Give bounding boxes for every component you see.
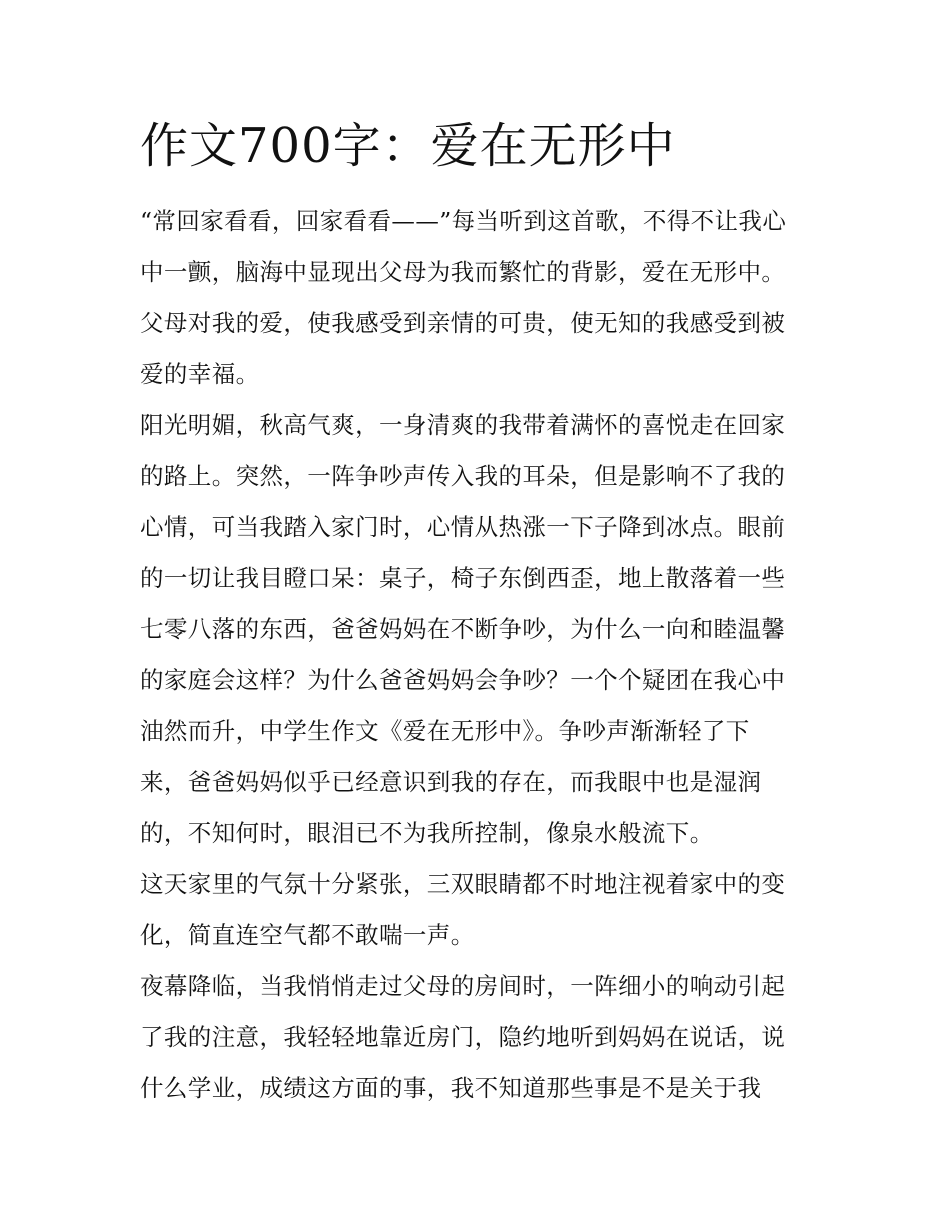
text-line: 的路上。突然，一阵争吵声传入我的耳朵，但是影响不了我的	[140, 462, 786, 490]
essay-body	[140, 196, 820, 1114]
text-line: 父母对我的爱，使我感受到亲情的可贵，使无知的我感受到被	[140, 309, 786, 337]
text-line: 了我的注意，我轻轻地靠近房门，隐约地听到妈妈在说话，说	[140, 1023, 786, 1051]
text-line: 心情，可当我踏入家门时，心情从热涨一下子降到冰点。眼前	[140, 513, 786, 541]
text-line: 夜幕降临，当我悄悄走过父母的房间时，一阵细小的响动引起	[140, 972, 786, 1000]
text-line: 化，简直连空气都不敢喘一声。	[140, 921, 475, 949]
text-line: 中一颤，脑海中显现出父母为我而繁忙的背影，爱在无形中。	[140, 258, 786, 286]
text-line: 油然而升，中学生作文《爱在无形中》。争吵声渐渐轻了下	[140, 717, 750, 745]
page-title: 作文700字：爱在无形中	[140, 118, 676, 174]
text-line: 爱的幸福。	[140, 360, 260, 388]
text-line: 七零八落的东西，爸爸妈妈在不断争吵，为什么一向和睦温馨	[140, 615, 786, 643]
text-line: 什么学业，成绩这方面的事，我不知道那些事是不是关于我	[140, 1074, 762, 1102]
text-line: 的，不知何时，眼泪已不为我所控制，像泉水般流下。	[140, 819, 714, 847]
text-line: 来，爸爸妈妈似乎已经意识到我的存在，而我眼中也是湿润	[140, 768, 762, 796]
text-line: 的一切让我目瞪口呆：桌子，椅子东倒西歪，地上散落着一些	[140, 564, 786, 592]
text-line: “常回家看看，回家看看——”每当听到这首歌，不得不让我心	[140, 207, 787, 235]
text-line: 这天家里的气氛十分紧张，三双眼睛都不时地注视着家中的变	[140, 870, 786, 898]
text-line: 的家庭会这样？为什么爸爸妈妈会争吵？一个个疑团在我心中	[140, 666, 786, 694]
text-line: 阳光明媚，秋高气爽，一身清爽的我带着满怀的喜悦走在回家	[140, 411, 786, 439]
